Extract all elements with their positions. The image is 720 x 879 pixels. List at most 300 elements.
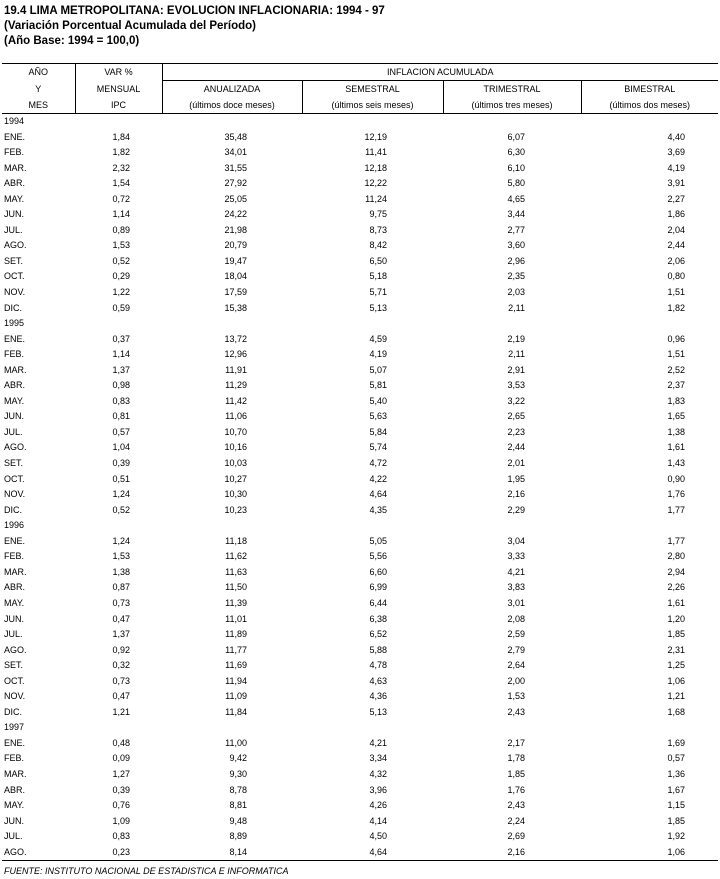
semestral-cell: 12,18 [364, 162, 387, 173]
bimestral-cell: 4,19 [667, 162, 686, 173]
month-cell: OCT. [4, 271, 25, 282]
bimestral-cell: 2,31 [667, 644, 686, 655]
table-row [2, 472, 718, 488]
trimestral-cell: 2,91 [507, 364, 525, 375]
semestral-cell: 4,19 [369, 349, 387, 360]
empty-cell [581, 114, 718, 130]
var-mensual-cell: 0,48 [112, 737, 130, 748]
trimestral-cell: 2,96 [507, 255, 525, 266]
trimestral-cell: 1,78 [507, 753, 525, 764]
trimestral-cell: 1,53 [507, 691, 525, 702]
anualizada-cell: 10,27 [224, 473, 247, 484]
empty-cell [581, 720, 718, 736]
var-mensual-cell: 1,24 [112, 489, 130, 500]
month-cell: JUN. [4, 815, 24, 826]
bimestral-cell: 2,52 [667, 364, 686, 375]
table-row [2, 394, 718, 410]
bimestral-cell: 1,51 [667, 349, 686, 360]
empty-cell [162, 518, 302, 534]
var-mensual-cell: 0,76 [112, 800, 130, 811]
month-cell: ENE. [4, 333, 26, 344]
title-line-3: (Año Base: 1994 = 100,0) [4, 35, 140, 47]
anualizada-cell: 9,48 [229, 815, 247, 826]
month-cell: AGO. [4, 442, 27, 453]
semestral-cell: 4,64 [302, 845, 443, 861]
month-cell: MAY. [4, 193, 25, 204]
var-mensual-cell: 0,37 [112, 333, 130, 344]
bimestral-cell: 1,77 [667, 535, 686, 546]
anualizada-cell: 18,04 [224, 271, 247, 282]
anualizada-cell: 9,42 [229, 753, 247, 764]
header-year-line-3: MES [2, 97, 75, 114]
bimestral-cell: 1,69 [667, 737, 686, 748]
anualizada-cell: 11,62 [225, 551, 247, 562]
anualizada-cell: 17,59 [224, 287, 247, 298]
semestral-cell: 4,72 [369, 458, 387, 469]
var-mensual-cell: 0,39 [112, 458, 130, 469]
table-row [2, 549, 718, 565]
var-mensual-cell: 0,29 [112, 271, 130, 282]
var-mensual-cell: 1,54 [112, 178, 130, 189]
trimestral-cell: 2,24 [507, 815, 525, 826]
semestral-cell: 3,34 [369, 753, 387, 764]
bimestral-cell: 1,36 [667, 768, 686, 779]
semestral-cell: 9,75 [369, 209, 387, 220]
anualizada-cell: 11,84 [225, 706, 247, 717]
trimestral-cell: 2,03 [507, 287, 525, 298]
trimestral-cell: 5,80 [507, 178, 525, 189]
bimestral-cell: 2,04 [667, 224, 686, 235]
empty-cell [302, 114, 443, 130]
month-cell: ABR. [4, 380, 26, 391]
trimestral-cell: 2,29 [507, 504, 525, 515]
anualizada-cell: 9,30 [229, 768, 247, 779]
month-cell: OCT. [4, 473, 25, 484]
table-row [2, 845, 718, 861]
trimestral-cell: 4,65 [507, 193, 525, 204]
semestral-cell: 6,50 [369, 255, 387, 266]
header-trimestral-note: (últimos tres meses) [443, 97, 581, 114]
semestral-cell: 5,81 [369, 380, 387, 391]
trimestral-cell: 2,65 [507, 411, 525, 422]
table-row [2, 674, 718, 690]
var-mensual-cell: 1,21 [112, 706, 130, 717]
var-mensual-cell: 1,84 [112, 131, 130, 142]
month-cell: DIC. [4, 302, 22, 313]
month-cell: NOV. [4, 691, 26, 702]
trimestral-cell: 2,59 [507, 629, 525, 640]
anualizada-cell: 10,23 [224, 504, 247, 515]
semestral-cell: 5,84 [369, 426, 387, 437]
year-row [2, 720, 718, 736]
var-mensual-cell: 1,27 [112, 768, 130, 779]
trimestral-cell: 2,01 [507, 458, 525, 469]
anualizada-cell: 24,22 [224, 209, 247, 220]
var-mensual-cell: 1,38 [112, 566, 130, 577]
semestral-cell: 6,60 [369, 566, 387, 577]
semestral-cell: 6,99 [369, 582, 387, 593]
var-mensual-cell: 0,51 [112, 473, 130, 484]
month-cell: JUN. [4, 411, 24, 422]
empty-cell [75, 316, 162, 332]
month-cell: FEB. [4, 147, 25, 158]
table-row [2, 425, 718, 441]
empty-cell [581, 316, 718, 332]
semestral-cell: 4,78 [369, 660, 387, 671]
bimestral-cell: 1,61 [667, 597, 686, 608]
table-row [2, 627, 718, 643]
table-body [2, 114, 718, 861]
table-row [2, 161, 718, 177]
month-cell: MAR. [4, 768, 27, 779]
month-cell: AGO. [2, 845, 75, 861]
table-row [2, 456, 718, 472]
var-mensual-cell: 0,73 [112, 597, 130, 608]
table-row [2, 285, 718, 301]
var-mensual-cell: 1,53 [112, 551, 130, 562]
inflation-table [2, 63, 718, 861]
month-cell: AGO. [4, 644, 27, 655]
header-semestral-note: (últimos seis meses) [302, 97, 443, 114]
table-row [2, 409, 718, 425]
bimestral-cell: 1,38 [667, 426, 686, 437]
trimestral-cell: 4,21 [507, 566, 525, 577]
year-label: 1995 [4, 318, 25, 329]
table-row [2, 767, 718, 783]
table-row [2, 814, 718, 830]
trimestral-cell: 2,11 [508, 349, 525, 360]
anualizada-cell: 8,78 [229, 784, 247, 795]
bimestral-cell: 1,21 [667, 691, 686, 702]
year-row [2, 316, 718, 332]
month-cell: SET. [4, 255, 24, 266]
table-row [2, 565, 718, 581]
trimestral-cell: 2,43 [507, 800, 525, 811]
bimestral-cell: 2,37 [667, 380, 686, 391]
empty-cell [443, 316, 581, 332]
trimestral-cell: 2,17 [507, 737, 525, 748]
title-line-1: 19.4 LIMA METROPOLITANA: EVOLUCION INFLACIONARIA: 1994 - 97 [4, 5, 385, 17]
table-row [2, 534, 718, 550]
anualizada-cell: 10,30 [224, 489, 247, 500]
anualizada-cell: 11,06 [225, 411, 247, 422]
table-title [4, 4, 385, 49]
var-mensual-cell: 1,24 [112, 535, 130, 546]
table-row [2, 440, 718, 456]
month-cell: MAY. [4, 597, 25, 608]
var-mensual-cell: 1,04 [112, 442, 130, 453]
month-cell: ENE. [4, 535, 26, 546]
var-mensual-cell: 0,57 [112, 426, 130, 437]
trimestral-cell: 3,01 [507, 597, 525, 608]
trimestral-cell: 6,30 [507, 147, 525, 158]
trimestral-cell: 3,83 [507, 582, 525, 593]
anualizada-cell: 11,42 [225, 395, 247, 406]
header-var-line-2: MENSUAL [75, 81, 162, 98]
month-cell: FEB. [4, 349, 25, 360]
semestral-cell: 8,73 [369, 224, 387, 235]
month-cell: ENE. [4, 131, 26, 142]
bimestral-cell: 1,85 [667, 629, 686, 640]
month-cell: MAY. [4, 395, 25, 406]
table-row [2, 301, 718, 317]
month-cell: MAR. [4, 162, 27, 173]
month-cell: MAY. [4, 800, 25, 811]
semestral-cell: 5,40 [369, 395, 387, 406]
bimestral-cell: 2,44 [667, 240, 686, 251]
table-row [2, 363, 718, 379]
anualizada-cell: 35,48 [224, 131, 247, 142]
semestral-cell: 5,88 [369, 644, 387, 655]
var-mensual-cell: 1,09 [112, 815, 130, 826]
bimestral-cell: 0,80 [667, 271, 686, 282]
semestral-cell: 5,74 [369, 442, 387, 453]
var-mensual-cell: 0,23 [75, 845, 162, 861]
month-cell: NOV. [4, 489, 26, 500]
semestral-cell: 5,56 [369, 551, 387, 562]
trimestral-cell: 3,53 [507, 380, 525, 391]
header-anualizada-note: (últimos doce meses) [162, 97, 302, 114]
anualizada-cell: 11,01 [225, 613, 247, 624]
anualizada-cell: 11,29 [225, 380, 247, 391]
month-cell: SET. [4, 458, 24, 469]
semestral-cell: 8,42 [369, 240, 387, 251]
anualizada-cell: 11,09 [225, 691, 247, 702]
table-row [2, 130, 718, 146]
table-row [2, 503, 718, 519]
table-row [2, 269, 718, 285]
bimestral-cell: 2,26 [667, 582, 686, 593]
trimestral-cell: 2,44 [507, 442, 525, 453]
var-mensual-cell: 0,09 [112, 753, 130, 764]
empty-cell [162, 316, 302, 332]
trimestral-cell: 2,19 [507, 333, 525, 344]
header-group-inflacion-acumulada: INFLACION ACUMULADA [162, 64, 718, 81]
var-mensual-cell: 0,39 [112, 784, 130, 795]
year-label: 1997 [4, 722, 25, 733]
trimestral-cell: 6,10 [507, 162, 525, 173]
table-row [2, 612, 718, 628]
empty-cell [302, 518, 443, 534]
bimestral-cell: 0,90 [667, 473, 686, 484]
var-mensual-cell: 0,52 [112, 255, 130, 266]
bimestral-cell: 1,92 [667, 831, 686, 842]
table-row [2, 192, 718, 208]
month-cell: OCT. [4, 675, 25, 686]
month-cell: DIC. [4, 706, 22, 717]
month-cell: JUL. [4, 629, 23, 640]
trimestral-cell: 3,44 [507, 209, 525, 220]
semestral-cell: 4,64 [369, 489, 387, 500]
bimestral-cell: 1,06 [667, 675, 686, 686]
table-row [2, 689, 718, 705]
anualizada-cell: 10,03 [224, 458, 247, 469]
header-semestral: SEMESTRAL [302, 81, 443, 98]
table-row [2, 176, 718, 192]
month-cell: AGO. [4, 240, 27, 251]
anualizada-cell: 11,77 [225, 644, 247, 655]
bimestral-cell: 1,15 [667, 800, 686, 811]
anualizada-cell: 10,70 [224, 426, 247, 437]
bimestral-cell: 1,61 [667, 442, 686, 453]
table-row [2, 798, 718, 814]
var-mensual-cell: 1,37 [112, 364, 130, 375]
semestral-cell: 5,18 [369, 271, 387, 282]
table-row [2, 751, 718, 767]
table-row [2, 145, 718, 161]
anualizada-cell: 11,91 [225, 364, 247, 375]
table-row [2, 580, 718, 596]
anualizada-cell: 8,14 [162, 845, 302, 861]
bimestral-cell: 1,06 [581, 845, 718, 861]
month-cell: JUL. [4, 224, 23, 235]
var-mensual-cell: 0,81 [112, 411, 130, 422]
var-mensual-cell: 0,83 [112, 831, 130, 842]
var-mensual-cell: 1,14 [112, 349, 130, 360]
anualizada-cell: 11,39 [225, 597, 247, 608]
semestral-cell: 12,22 [364, 178, 387, 189]
semestral-cell: 6,52 [369, 629, 387, 640]
table-header [2, 64, 718, 114]
month-cell: FEB. [4, 551, 25, 562]
bimestral-cell: 2,80 [667, 551, 686, 562]
bimestral-cell: 1,25 [667, 660, 686, 671]
empty-cell [162, 720, 302, 736]
header-var-line-1: VAR % [75, 64, 162, 81]
anualizada-cell: 11,63 [225, 566, 247, 577]
var-mensual-cell: 0,59 [112, 302, 130, 313]
month-cell: JUN. [4, 209, 24, 220]
semestral-cell: 5,05 [369, 535, 387, 546]
empty-cell [75, 720, 162, 736]
trimestral-cell: 1,85 [507, 768, 525, 779]
month-cell: SET. [4, 660, 24, 671]
month-cell: JUN. [4, 613, 24, 624]
empty-cell [443, 720, 581, 736]
bimestral-cell: 1,68 [667, 706, 686, 717]
header-year-line-1: AÑO [2, 64, 75, 81]
table-row [2, 238, 718, 254]
trimestral-cell: 2,08 [507, 613, 525, 624]
bimestral-cell: 1,86 [667, 209, 686, 220]
var-mensual-cell: 1,53 [112, 240, 130, 251]
trimestral-cell: 2,64 [507, 660, 525, 671]
table-row [2, 783, 718, 799]
anualizada-cell: 15,38 [224, 302, 247, 313]
bimestral-cell: 1,85 [667, 815, 686, 826]
anualizada-cell: 12,96 [224, 349, 247, 360]
bimestral-cell: 2,94 [667, 566, 686, 577]
var-mensual-cell: 0,72 [112, 193, 130, 204]
table-row [2, 596, 718, 612]
var-mensual-cell: 0,87 [112, 582, 130, 593]
empty-cell [302, 720, 443, 736]
semestral-cell: 4,35 [369, 504, 387, 515]
var-mensual-cell: 0,47 [112, 613, 130, 624]
anualizada-cell: 25,05 [224, 193, 247, 204]
trimestral-cell: 3,33 [507, 551, 525, 562]
bimestral-cell: 1,51 [667, 287, 686, 298]
bimestral-cell: 1,82 [667, 302, 686, 313]
anualizada-cell: 11,18 [225, 535, 247, 546]
anualizada-cell: 11,94 [225, 675, 247, 686]
semestral-cell: 6,44 [369, 597, 387, 608]
table-row [2, 487, 718, 503]
empty-cell [162, 114, 302, 130]
anualizada-cell: 11,50 [225, 582, 247, 593]
anualizada-cell: 21,98 [224, 224, 247, 235]
month-cell: NOV. [4, 287, 26, 298]
anualizada-cell: 11,00 [225, 737, 247, 748]
trimestral-cell: 1,95 [507, 473, 525, 484]
semestral-cell: 5,71 [369, 287, 387, 298]
semestral-cell: 5,13 [369, 302, 387, 313]
trimestral-cell: 3,04 [507, 535, 525, 546]
trimestral-cell: 3,60 [507, 240, 525, 251]
trimestral-cell: 2,79 [507, 644, 525, 655]
table-row [2, 347, 718, 363]
trimestral-cell: 3,22 [507, 395, 525, 406]
trimestral-cell: 2,69 [507, 831, 525, 842]
table-row [2, 332, 718, 348]
trimestral-cell: 2,43 [507, 706, 525, 717]
title-line-2: (Variación Porcentual Acumulada del Período) [4, 20, 256, 32]
bimestral-cell: 2,27 [667, 193, 686, 204]
semestral-cell: 5,63 [369, 411, 387, 422]
table-row [2, 643, 718, 659]
anualizada-cell: 10,16 [224, 442, 247, 453]
anualizada-cell: 8,89 [229, 831, 247, 842]
semestral-cell: 4,22 [369, 473, 387, 484]
semestral-cell: 4,50 [369, 831, 387, 842]
table-row [2, 829, 718, 845]
semestral-cell: 5,13 [369, 706, 387, 717]
table-row [2, 207, 718, 223]
bimestral-cell: 1,83 [667, 395, 686, 406]
table-row [2, 658, 718, 674]
bimestral-cell: 3,91 [667, 178, 686, 189]
var-mensual-cell: 2,32 [112, 162, 130, 173]
var-mensual-cell: 0,92 [112, 644, 130, 655]
bimestral-cell: 3,69 [667, 147, 686, 158]
year-label: 1996 [4, 520, 25, 531]
anualizada-cell: 8,81 [229, 800, 247, 811]
trimestral-cell: 2,16 [507, 489, 525, 500]
bimestral-cell: 2,06 [667, 255, 686, 266]
table-row [2, 736, 718, 752]
header-bimestral-note: (últimos dos meses) [581, 97, 718, 114]
anualizada-cell: 13,72 [224, 333, 247, 344]
month-cell: FEB. [4, 753, 25, 764]
table-row [2, 254, 718, 270]
year-row [2, 518, 718, 534]
semestral-cell: 4,63 [369, 675, 387, 686]
month-cell: JUL. [4, 426, 23, 437]
year-row [2, 114, 718, 130]
header-var-line-3: IPC [75, 97, 162, 114]
empty-cell [75, 518, 162, 534]
trimestral-cell: 2,23 [507, 426, 525, 437]
var-mensual-cell: 1,22 [112, 287, 130, 298]
semestral-cell: 4,32 [369, 768, 387, 779]
semestral-cell: 4,59 [369, 333, 387, 344]
trimestral-cell: 2,77 [507, 224, 525, 235]
month-cell: MAR. [4, 566, 27, 577]
month-cell: MAR. [4, 364, 27, 375]
trimestral-cell: 6,07 [507, 131, 525, 142]
table-row [2, 705, 718, 721]
semestral-cell: 11,41 [365, 147, 387, 158]
